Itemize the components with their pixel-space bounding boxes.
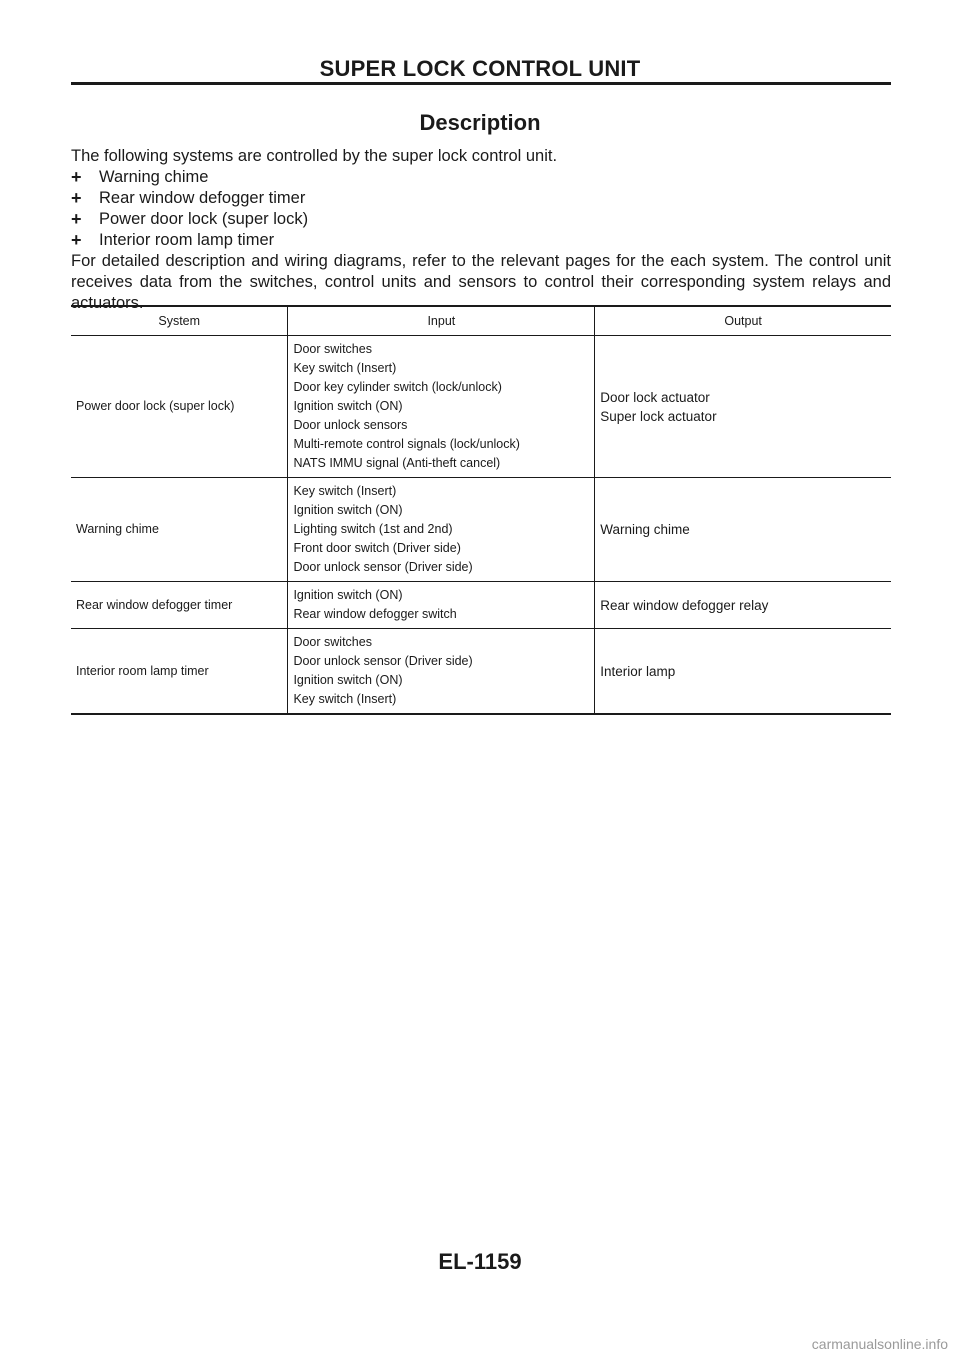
input-line: Lighting switch (1st and 2nd) bbox=[293, 522, 453, 536]
list-item-text: Interior room lamp timer bbox=[99, 231, 275, 249]
intro-paragraph: The following systems are controlled by the super lock control unit. bbox=[71, 147, 558, 165]
output-line: Warning chime bbox=[600, 522, 690, 537]
bullet-icon: + bbox=[71, 209, 82, 229]
controlled-systems-list bbox=[71, 167, 891, 251]
input-line: Front door switch (Driver side) bbox=[293, 541, 461, 555]
column-header-system: System bbox=[71, 306, 288, 336]
system-cell: Power door lock (super lock) bbox=[71, 336, 288, 478]
bullet-icon: + bbox=[71, 167, 82, 187]
input-line: Door unlock sensor (Driver side) bbox=[293, 654, 473, 668]
input-cell bbox=[288, 478, 595, 582]
system-cell: Warning chime bbox=[71, 478, 288, 582]
output-line: Super lock actuator bbox=[600, 408, 717, 424]
input-line: Multi-remote control signals (lock/unlock) bbox=[293, 437, 520, 451]
output-cell bbox=[595, 336, 891, 478]
input-line: Door unlock sensors bbox=[293, 418, 408, 432]
list-item bbox=[71, 188, 891, 209]
output-cell bbox=[595, 629, 891, 715]
system-cell: Interior room lamp timer bbox=[71, 629, 288, 715]
table-row bbox=[71, 478, 891, 582]
list-item-text: Rear window defogger timer bbox=[99, 189, 306, 207]
section-heading: Description bbox=[419, 110, 541, 135]
page-header-title: SUPER LOCK CONTROL UNIT bbox=[319, 56, 641, 81]
input-line: Key switch (Insert) bbox=[293, 361, 397, 375]
column-header-input: Input bbox=[288, 306, 595, 336]
list-item-text: Warning chime bbox=[99, 168, 209, 186]
input-cell bbox=[288, 336, 595, 478]
systems-table-container bbox=[71, 305, 891, 715]
input-cell bbox=[288, 582, 595, 629]
output-line: Rear window defogger relay bbox=[600, 597, 769, 613]
table-row bbox=[71, 629, 891, 715]
table-header-row bbox=[71, 306, 891, 336]
input-line: Key switch (Insert) bbox=[293, 484, 397, 498]
list-item-text: Power door lock (super lock) bbox=[99, 210, 309, 228]
page-number: EL-1159 bbox=[438, 1249, 522, 1274]
bullet-icon: + bbox=[71, 230, 82, 250]
input-line: Rear window defogger switch bbox=[293, 607, 457, 621]
input-line: Ignition switch (ON) bbox=[293, 503, 403, 517]
list-item bbox=[71, 230, 891, 251]
input-line: NATS IMMU signal (Anti-theft cancel) bbox=[293, 456, 501, 470]
output-line: Interior lamp bbox=[600, 663, 676, 679]
output-cell bbox=[595, 478, 891, 582]
table-row bbox=[71, 336, 891, 478]
description-body bbox=[71, 146, 891, 314]
list-item bbox=[71, 167, 891, 188]
table-row bbox=[71, 582, 891, 629]
input-cell bbox=[288, 629, 595, 715]
system-cell: Rear window defogger timer bbox=[71, 582, 288, 629]
input-line: Door switches bbox=[293, 635, 372, 649]
input-line: Key switch (Insert) bbox=[293, 692, 397, 706]
output-line: Door lock actuator bbox=[600, 389, 710, 405]
column-header-output: Output bbox=[595, 306, 891, 336]
output-cell bbox=[595, 582, 891, 629]
input-line: Ignition switch (ON) bbox=[293, 673, 403, 687]
input-line: Ignition switch (ON) bbox=[293, 399, 403, 413]
site-watermark: carmanualsonline.info bbox=[811, 1336, 948, 1352]
list-item bbox=[71, 209, 891, 230]
bullet-icon: + bbox=[71, 188, 82, 208]
input-line: Door key cylinder switch (lock/unlock) bbox=[293, 380, 502, 394]
header-rule bbox=[71, 82, 891, 85]
input-line: Door switches bbox=[293, 342, 372, 356]
systems-table bbox=[71, 305, 891, 715]
input-line: Ignition switch (ON) bbox=[293, 588, 403, 602]
detail-paragraph: For detailed description and wiring diagrams, refer to the relevant pages for the each system. The control unit receives data from the switches, control units and sensors to control their corresponding system relays and actuators. bbox=[71, 252, 891, 312]
input-line: Door unlock sensor (Driver side) bbox=[293, 560, 473, 574]
